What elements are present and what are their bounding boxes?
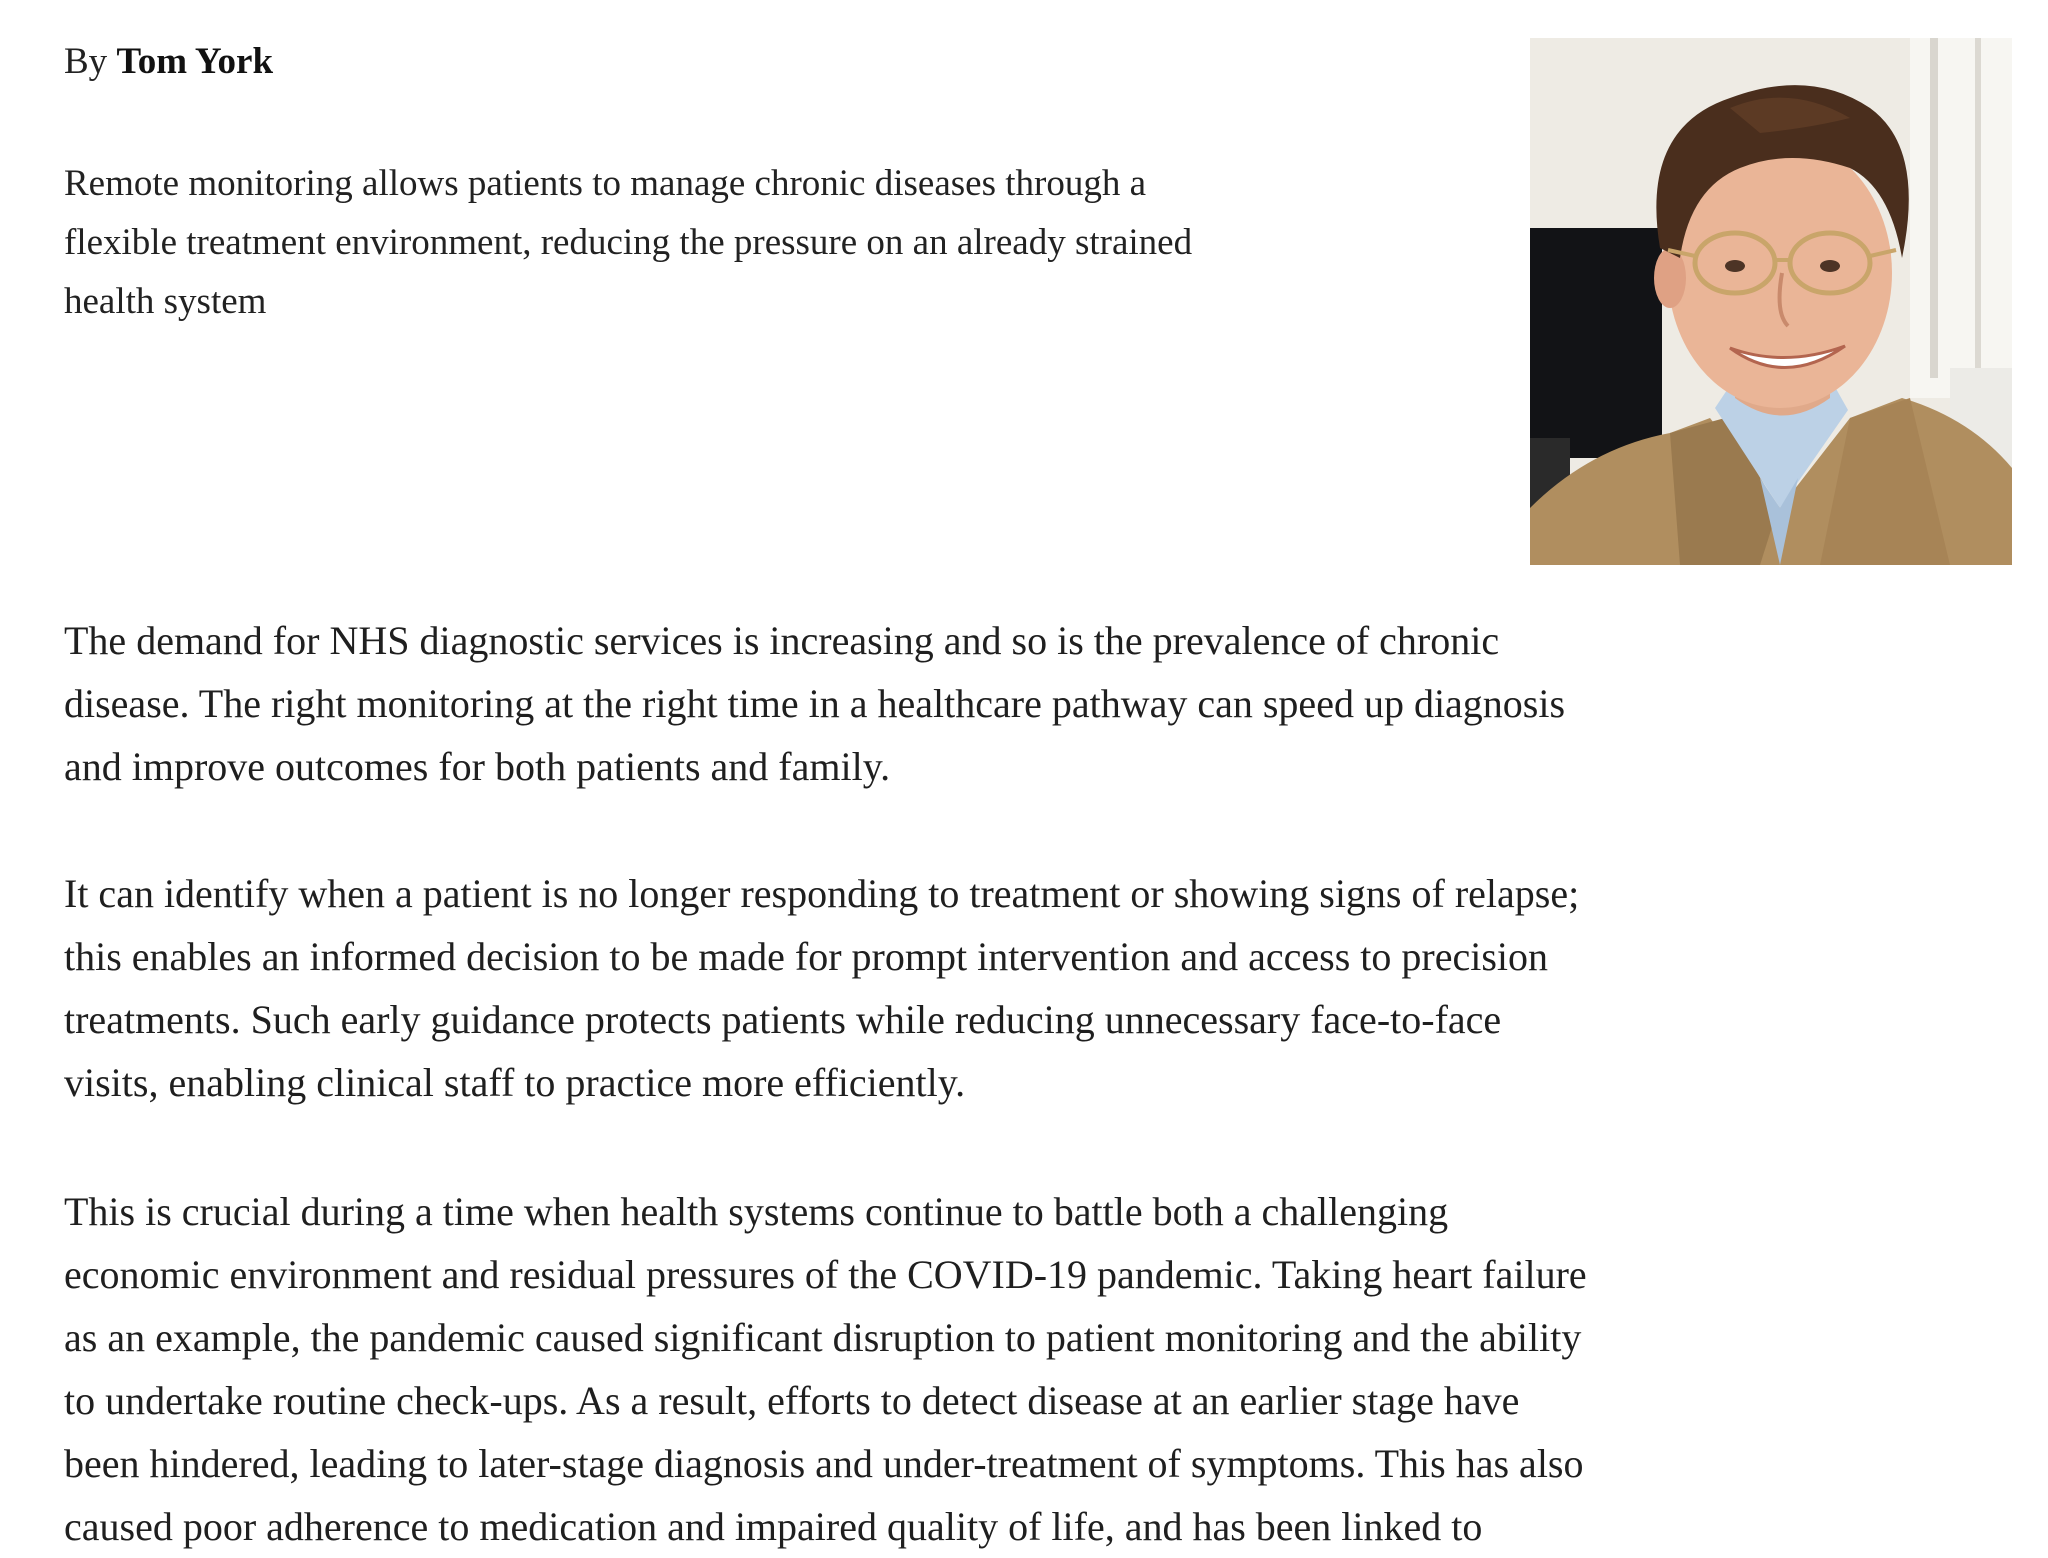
standfirst-line: flexible treatment environment, reducing the pressure on an already strained (64, 222, 1193, 263)
author-name[interactable]: Tom York (116, 41, 274, 82)
headline-fragment (64, 0, 104, 4)
standfirst-line: Remote monitoring allows patients to manage chronic diseases through a (64, 163, 1146, 204)
paragraph-line: and improve outcomes for both patients and family. (64, 744, 891, 789)
paragraph-line: economic environment and residual pressures of the COVID-19 pandemic. Taking heart failure (64, 1252, 1587, 1297)
byline-prefix: By (64, 41, 108, 82)
paragraph-line: It can identify when a patient is no longer responding to treatment or showing signs of relapse; (64, 871, 1580, 916)
standfirst (64, 154, 1464, 331)
paragraph-line: The demand for NHS diagnostic services is increasing and so is the prevalence of chronic (64, 618, 1500, 663)
paragraph-line: treatments. Such early guidance protects patients while reducing unnecessary face-to-face (64, 997, 1502, 1042)
paragraph-line: this enables an informed decision to be made for prompt intervention and access to precision (64, 934, 1549, 979)
paragraph-line: visits, enabling clinical staff to practice more efficiently. (64, 1060, 966, 1105)
paragraph-line: to undertake routine check-ups. As a result, efforts to detect disease at an earlier stage have (64, 1378, 1520, 1423)
body-paragraph (64, 609, 2014, 798)
standfirst-line: health system (64, 281, 267, 322)
paragraph-line: This is crucial during a time when health systems continue to battle both a challenging (64, 1189, 1449, 1234)
body-paragraph (64, 1180, 2014, 1558)
paragraph-line: disease. The right monitoring at the right time in a healthcare pathway can speed up diagnosis (64, 681, 1566, 726)
body-paragraph (64, 862, 2014, 1114)
paragraph-line: been hindered, leading to later-stage diagnosis and under-treatment of symptoms. This has also (64, 1441, 1584, 1486)
paragraph-line: as an example, the pandemic caused significant disruption to patient monitoring and the ability (64, 1315, 1582, 1360)
byline (64, 38, 273, 86)
author-photo (1530, 38, 2012, 565)
paragraph-line: caused poor adherence to medication and impaired quality of life, and has been linked to (64, 1504, 1483, 1549)
